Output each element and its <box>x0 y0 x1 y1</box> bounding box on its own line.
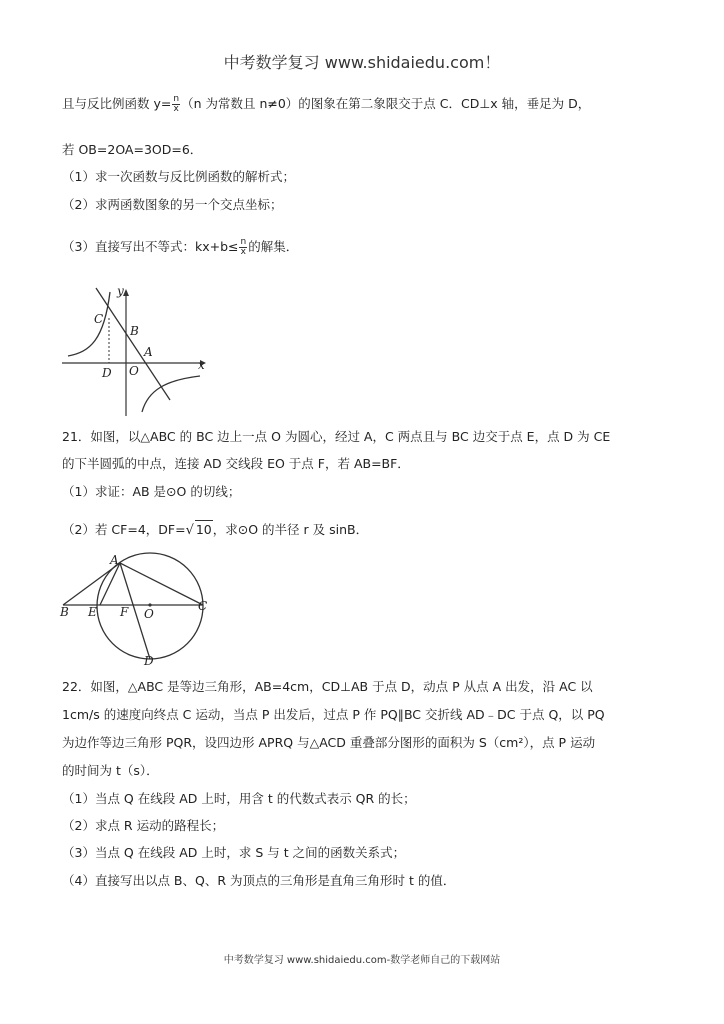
q20-fraction-n-over-x <box>172 95 180 114</box>
label-e: E <box>88 605 97 619</box>
figure-hyperbola-line <box>60 282 220 422</box>
label-f: F <box>120 605 129 619</box>
label-c: C <box>94 312 104 326</box>
q21-sqrt-radicand: 10 <box>195 522 212 537</box>
q22-part3: （3）当点 Q 在线段 AD 上时，求 S 与 t 之间的函数关系式； <box>62 845 406 860</box>
label-y: y <box>117 284 124 298</box>
label-d: D <box>102 366 112 380</box>
q20-part3-b: 的解集． <box>248 239 299 254</box>
y-axis-arrow <box>123 289 129 296</box>
label-x: x <box>198 358 205 372</box>
q20-line2: 若 OB=2OA=3OD=6． <box>62 142 203 157</box>
q20-line1-a: 且与反比例函数 y= <box>62 96 172 111</box>
q21-part2 <box>62 520 368 540</box>
q22-part4: （4）直接写出以点 B、Q、R 为顶点的三角形是直角三角形时 t 的值． <box>62 873 456 888</box>
label-b: B <box>60 605 69 619</box>
hyperbola-branch-q4 <box>142 376 200 412</box>
q21-line1: 21．如图，以△ABC 的 BC 边上一点 O 为圆心，经过 A，C 两点且与 BC 边交于点 E，点 D 为 CE <box>62 429 611 444</box>
figure-circle <box>58 552 218 667</box>
sqrt-sign: √ <box>185 523 194 538</box>
label-d: D <box>144 654 154 667</box>
q21-part2-a: （2）若 CF=4，DF= <box>62 522 186 537</box>
label-o: O <box>144 607 154 621</box>
label-c: C <box>198 599 208 613</box>
label-b: B <box>130 324 139 338</box>
q22-line2: 1cm/s 的速度向终点 C 运动，当点 P 出发后，过点 P 作 PQ∥BC 交折线 AD﹣DC 于点 Q，以 PQ <box>62 707 605 722</box>
q21-part2-b: ，求⊙O 的半径 r 及 sinB． <box>212 522 369 537</box>
frac-denominator: x <box>240 247 246 257</box>
label-a: A <box>144 345 153 359</box>
segment-ab <box>63 563 120 605</box>
linear-function-line <box>96 288 170 400</box>
page-footer: 中考数学复习 www.shidaiedu.com-数学老师自己的下载网站 <box>223 955 501 966</box>
segment-ac <box>120 563 203 605</box>
q20-line1-b: （n 为常数且 n≠0）的图象在第二象限交于点 C．CD⊥x 轴，垂足为 D， <box>181 96 591 111</box>
q20-part3-fraction <box>239 238 247 257</box>
q21-part1: （1）求证：AB 是⊙O 的切线； <box>62 484 241 499</box>
segment-ae <box>100 563 120 605</box>
q21-line2: 的下半圆弧的中点，连接 AD 交线段 EO 于点 F，若 AB=BF． <box>62 456 410 471</box>
q20-part2: （2）求两函数图象的另一个交点坐标； <box>62 197 283 212</box>
q20-part3-a: （3）直接写出不等式：kx+b≤ <box>62 239 239 254</box>
label-o: O <box>129 364 139 378</box>
q22-line1: 22．如图，△ABC 是等边三角形，AB=4cm，CD⊥AB 于点 D，动点 P 从点 A 出发，沿 AC 以 <box>62 679 593 694</box>
q20-line1 <box>62 95 590 114</box>
q22-line3: 为边作等边三角形 PQR，设四边形 APRQ 与△ACD 重叠部分图形的面积为 S（cm²），点 P 运动 <box>62 735 596 750</box>
q20-part1: （1）求一次函数与反比例函数的解析式； <box>62 169 295 184</box>
q22-line4: 的时间为 t（s）． <box>62 763 159 778</box>
hyperbola-branch-q2 <box>68 292 110 356</box>
q22-part1: （1）当点 Q 在线段 AD 上时，用含 t 的代数式表示 QR 的长； <box>62 791 416 806</box>
label-a: A <box>110 553 119 567</box>
page-header: 中考数学复习 www.shidaiedu.com！ <box>223 53 501 72</box>
q20-part3 <box>62 238 298 257</box>
frac-denominator: x <box>173 104 179 114</box>
frac-numerator: n <box>173 94 180 104</box>
q22-part2: （2）求点 R 运动的路程长； <box>62 818 225 833</box>
frac-numerator: n <box>240 237 247 247</box>
